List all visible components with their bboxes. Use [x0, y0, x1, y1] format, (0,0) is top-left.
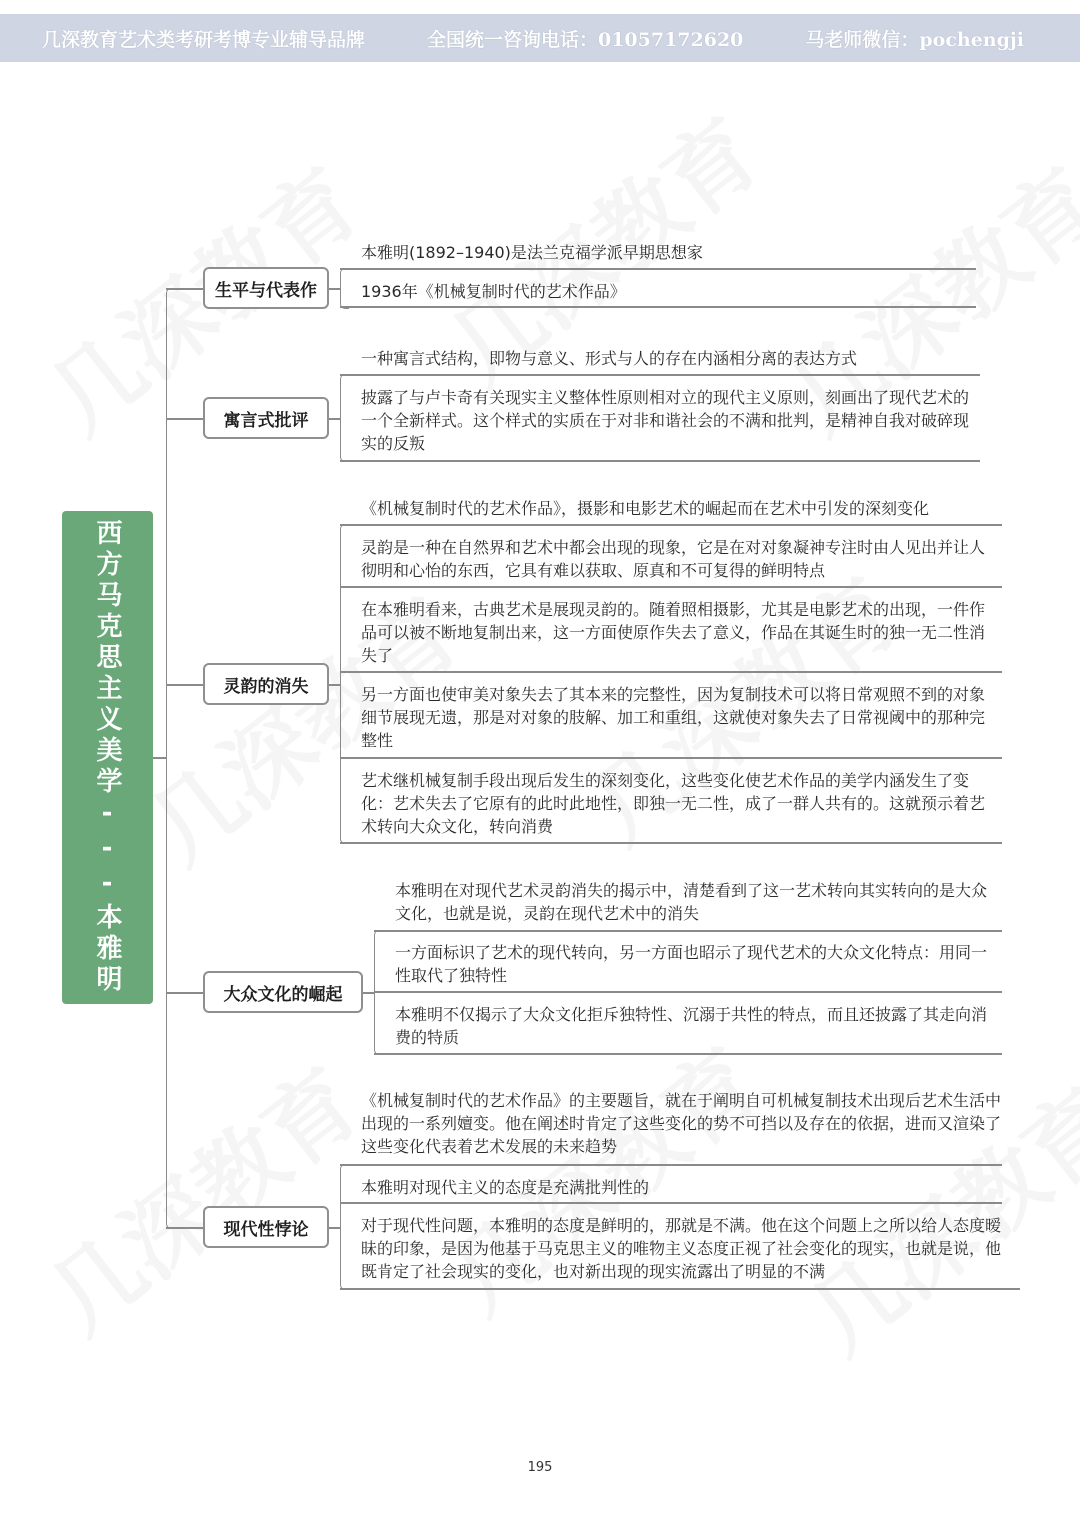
leaf-underline — [374, 930, 1002, 932]
header-bar — [0, 14, 1080, 62]
leaf-underline — [340, 1288, 1020, 1290]
topic-label: 现代性悖论 — [223, 1219, 309, 1240]
leaf-underline — [340, 757, 1002, 759]
root-to-topic-5 — [166, 1227, 203, 1229]
header-wechat: 马老师微信：pochengji — [805, 28, 1024, 51]
leaf-text: 另一方面也使审美对象失去了其本来的完整性，因为复制技术可以将日常观照不到的对象细节展现无遗，那是对对象的肢解、加工和重组，这就使对象失去了日常视阈中的那种完整性 — [361, 685, 986, 750]
topic-label: 寓言式批评 — [223, 410, 309, 431]
topic-node — [203, 1206, 329, 1248]
root-to-topic-4 — [166, 992, 203, 994]
leaf-underline — [374, 991, 1002, 993]
leaf-underline — [340, 460, 980, 462]
leaf-text: 灵韵是一种在自然界和艺术中都会出现的现象，它是在对对象凝神专注时由人见出并让人彻明和心怡的东西，它具有难以获取、原真和不可复得的鲜明特点 — [361, 538, 986, 580]
leaf-text: 一种寓言式结构，即物与意义、形式与人的存在内涵相分离的表达方式 — [361, 349, 858, 368]
leaf-underline — [340, 671, 1002, 673]
leaf-underline — [340, 306, 976, 308]
topic-label: 生平与代表作 — [215, 280, 317, 301]
leaf-underline — [374, 1053, 1002, 1055]
root-to-topic-2 — [166, 418, 203, 420]
root-title: 西方马克思主义美学---本雅明 — [92, 519, 122, 996]
root-bracket — [166, 288, 175, 1229]
topic-label: 灵韵的消失 — [223, 676, 309, 697]
leaf-underline — [340, 268, 976, 270]
topic-label: 大众文化的崛起 — [223, 984, 343, 1005]
leaf-bracket — [340, 1164, 349, 1290]
topic-node — [203, 971, 363, 1013]
root-to-topic-3 — [166, 684, 203, 686]
watermark — [18, 1033, 382, 1357]
topic-node — [203, 663, 329, 705]
leaf-underline — [340, 1202, 1002, 1204]
leaf-underline — [340, 586, 1002, 588]
leaf-underline — [340, 842, 1002, 844]
mindmap-root — [62, 511, 153, 1004]
leaf-bracket — [340, 374, 349, 462]
page-number: 195 — [527, 1460, 553, 1475]
leaf-text: 披露了与卢卡奇有关现实主义整体性原则相对立的现代主义原则，刻画出了现代艺术的一个全新样式。这个样式的实质在于对非和谐社会的不满和批判，是精神自我对破碎现实的反叛 — [361, 388, 970, 453]
leaf-underline — [340, 1164, 1002, 1166]
leaf-text: 对于现代性问题，本雅明的态度是鲜明的，那就是不满。他在这个问题上之所以给人态度暧昧的印象，是因为他基于马克思主义的唯物主义态度正视了社会变化的现实，也就是说，他既肯定了社会现实的变化，也对新出现的现实流露出了明显的不满 — [361, 1216, 1002, 1281]
leaf-text: 本雅明(1892–1940)是法兰克福学派早期思想家 — [361, 243, 703, 262]
leaf-text: 《机械复制时代的艺术作品》，摄影和电影艺术的崛起而在艺术中引发的深刻变化 — [361, 499, 930, 518]
header-phone: 全国统一咨询电话：01057172620 — [426, 28, 744, 51]
leaf-bracket — [374, 930, 383, 1055]
topic-node — [203, 267, 329, 309]
leaf-underline — [340, 374, 980, 376]
leaf-text: 艺术继机械复制手段出现后发生的深刻变化，这些变化使艺术作品的美学内涵发生了变化：艺术失去了它原有的此时此地性，即独一无二性，成了一群人共有的。这就预示着艺术转向大众文化，转向消费 — [361, 771, 986, 836]
root-to-topic-1 — [166, 288, 203, 290]
leaf-text: 在本雅明看来，古典艺术是展现灵韵的。随着照相摄影，尤其是电影艺术的出现，一件作品可以被不断地复制出来，这一方面使原作失去了意义，作品在其诞生时的独一无二性消失了 — [361, 600, 986, 665]
leaf-text: 一方面标识了艺术的现代转向，另一方面也昭示了现代艺术的大众文化特点：用同一性取代了独特性 — [395, 943, 988, 985]
leaf-text: 本雅明不仅揭示了大众文化拒斥独特性、沉溺于共性的特点，而且还披露了其走向消费的特质 — [395, 1005, 988, 1047]
leaf-underline — [340, 524, 1002, 526]
leaf-bracket — [340, 268, 349, 309]
root-stem — [153, 757, 167, 759]
leaf-text: 本雅明在对现代艺术灵韵消失的揭示中，清楚看到了这一艺术转向其实转向的是大众文化，也就是说，灵韵在现代艺术中的消失 — [395, 881, 988, 923]
leaf-text: 1936年《机械复制时代的艺术作品》 — [361, 282, 626, 301]
leaf-text: 本雅明对现代主义的态度是充满批判性的 — [361, 1178, 650, 1197]
topic-node — [203, 397, 329, 439]
header-brand: 几深教育艺术类考研考博专业辅导品牌 — [42, 28, 366, 51]
leaf-text: 《机械复制时代的艺术作品》的主要题旨，就在于阐明自可机械复制技术出现后艺术生活中出现的一系列嬗变。他在阐述时肯定了这些变化的势不可挡以及存在的依据，进而又渲染了这些变化代表着艺术发展的未来趋势 — [361, 1091, 1002, 1156]
leaf-bracket — [340, 524, 349, 844]
